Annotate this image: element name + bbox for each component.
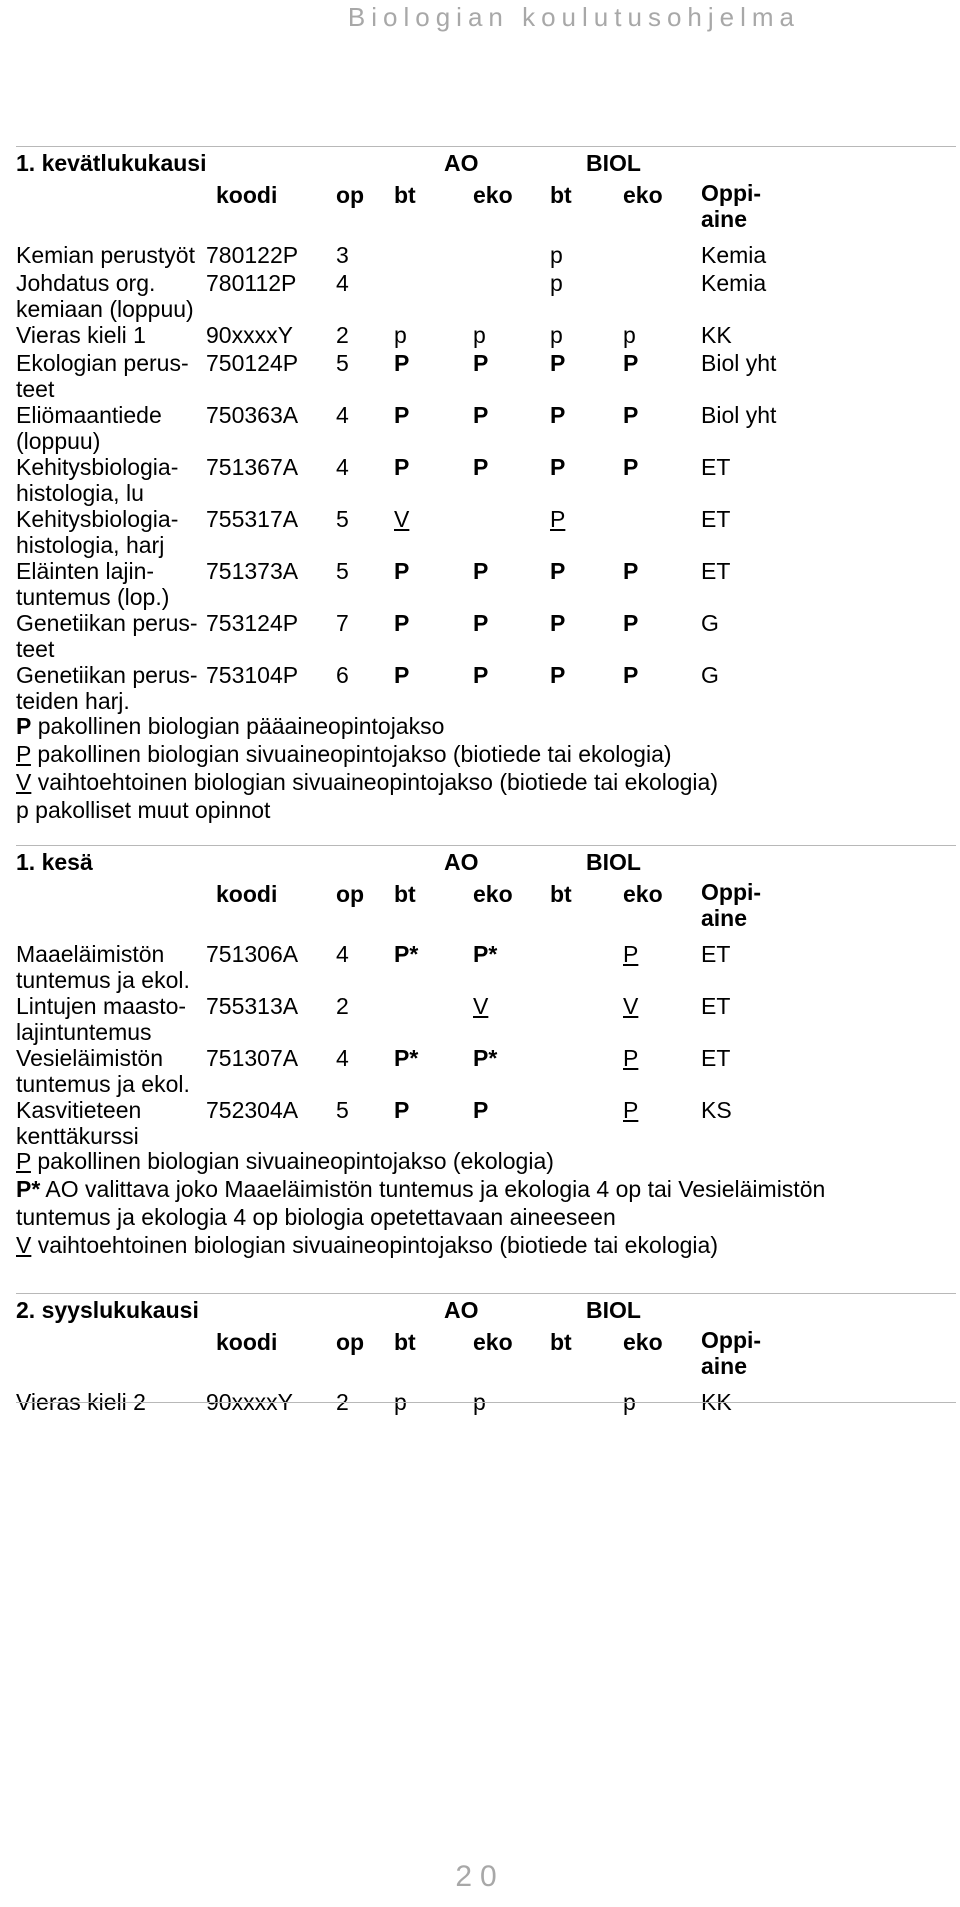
legend-text: pakollinen biologian sivuaineopintojakso (biotiede tai ekologia) bbox=[30, 741, 672, 767]
cell-code: 751367A bbox=[206, 454, 299, 480]
cell-subject: KS bbox=[701, 1097, 732, 1123]
cell-subject: Biol yht bbox=[701, 350, 777, 376]
cell-ao-bt: P bbox=[394, 1097, 410, 1123]
cell-ao-eko: V bbox=[473, 993, 489, 1019]
course-name: Eliömaantiede (loppuu) bbox=[16, 402, 162, 454]
column-header-eko: eko bbox=[473, 182, 513, 208]
cell-subject: G bbox=[701, 662, 719, 688]
header-title: Biologian koulutusohjelma bbox=[347, 2, 800, 32]
cell-ao-eko: p bbox=[473, 322, 486, 348]
cell-biol-bt: p bbox=[550, 242, 563, 268]
cell-ao-eko: P bbox=[473, 402, 489, 428]
cell-ao-eko: P* bbox=[473, 1045, 498, 1071]
course-name: Lintujen maasto-lajintuntemus bbox=[16, 993, 187, 1045]
section-title-row bbox=[16, 1295, 956, 1325]
cell-subject: G bbox=[701, 610, 719, 636]
cell-subject: Kemia bbox=[701, 242, 767, 268]
cell-biol-bt: P bbox=[550, 662, 566, 688]
column-header-eko: eko bbox=[623, 1329, 663, 1355]
cell-biol-bt: P bbox=[550, 610, 566, 636]
cell-ao-bt: P bbox=[394, 350, 410, 376]
column-header-bt: bt bbox=[550, 1329, 572, 1355]
legend-item bbox=[16, 1175, 956, 1203]
cell-op: 2 bbox=[336, 322, 349, 348]
ao-header: AO bbox=[444, 150, 479, 176]
table-row bbox=[16, 662, 956, 714]
column-header-koodi: koodi bbox=[216, 881, 278, 907]
cell-ao-bt: P bbox=[394, 662, 410, 688]
ao-header: AO bbox=[444, 849, 479, 875]
cell-biol-eko: P bbox=[623, 350, 639, 376]
cell-biol-eko: P bbox=[623, 610, 639, 636]
cell-subject: ET bbox=[701, 1045, 731, 1071]
cell-ao-eko: P* bbox=[473, 941, 498, 967]
ao-header: AO bbox=[444, 1297, 479, 1323]
column-header-row bbox=[16, 180, 956, 240]
course-name: Genetiikan perus-teet bbox=[16, 610, 198, 662]
legend-mark: V bbox=[16, 769, 32, 795]
table-row bbox=[16, 270, 956, 322]
rule bbox=[16, 146, 956, 147]
legend-text: vaihtoehtoinen biologian sivuaineopintojakso (biotiede tai ekologia) bbox=[31, 1232, 718, 1258]
cell-biol-eko: p bbox=[623, 322, 636, 348]
section-title: 2. syyslukukausi bbox=[16, 1297, 199, 1323]
legend-item bbox=[16, 768, 956, 796]
table-row bbox=[16, 454, 956, 506]
legend-mark: V bbox=[16, 1232, 32, 1258]
legend-text: vaihtoehtoinen biologian sivuaineopintojakso (biotiede tai ekologia) bbox=[31, 769, 718, 795]
cell-op: 5 bbox=[336, 350, 349, 376]
course-name: Johdatus org. kemiaan (loppuu) bbox=[16, 270, 194, 322]
cell-biol-bt: P bbox=[550, 454, 566, 480]
cell-subject: Biol yht bbox=[701, 402, 777, 428]
cell-subject: KK bbox=[701, 322, 732, 348]
column-header-row bbox=[16, 879, 956, 939]
cell-op: 4 bbox=[336, 454, 349, 480]
course-name: Kasvitieteen kenttäkurssi bbox=[16, 1097, 142, 1149]
cell-biol-eko: P bbox=[623, 662, 639, 688]
legend bbox=[16, 712, 956, 824]
cell-op: 2 bbox=[336, 1389, 349, 1415]
cell-ao-eko: P bbox=[473, 1097, 489, 1123]
table-row bbox=[16, 350, 956, 402]
section-title-row bbox=[16, 148, 956, 178]
biol-header: BIOL bbox=[586, 1297, 641, 1323]
legend-mark: P bbox=[16, 713, 32, 739]
cell-biol-bt: p bbox=[550, 270, 563, 296]
legend-item bbox=[16, 740, 956, 768]
cell-biol-eko: P bbox=[623, 402, 639, 428]
column-header-oppiaine: Oppi- aine bbox=[701, 180, 762, 232]
cell-code: 750124P bbox=[206, 350, 299, 376]
cell-code: 753104P bbox=[206, 662, 299, 688]
column-header-op: op bbox=[336, 881, 365, 907]
cell-code: 755317A bbox=[206, 506, 299, 532]
cell-biol-bt: P bbox=[550, 350, 566, 376]
cell-op: 7 bbox=[336, 610, 349, 636]
cell-biol-eko: P bbox=[623, 558, 639, 584]
column-header-op: op bbox=[336, 1329, 365, 1355]
legend bbox=[16, 1147, 956, 1259]
cell-ao-bt: P* bbox=[394, 1045, 419, 1071]
cell-biol-eko: P bbox=[623, 1097, 639, 1123]
course-name: Vieras kieli 2 bbox=[16, 1389, 146, 1415]
biol-header: BIOL bbox=[586, 849, 641, 875]
course-name: Kemian perustyöt bbox=[16, 242, 195, 268]
cell-code: 752304A bbox=[206, 1097, 299, 1123]
cell-biol-eko: P bbox=[623, 1045, 639, 1071]
cell-ao-bt: P bbox=[394, 610, 410, 636]
cell-code: 751306A bbox=[206, 941, 299, 967]
section-title-row bbox=[16, 847, 956, 877]
column-header-bt: bt bbox=[394, 182, 416, 208]
legend-text: AO valittava joko Maaeläimistön tuntemus ja ekologia 4 op tai Vesieläimistön bbox=[40, 1176, 826, 1202]
table-row bbox=[16, 242, 956, 270]
column-header-eko: eko bbox=[473, 1329, 513, 1355]
course-name: Kehitysbiologia-histologia, lu bbox=[16, 454, 179, 506]
cell-code: 750363A bbox=[206, 402, 299, 428]
legend-mark: P* bbox=[16, 1176, 41, 1202]
column-header-koodi: koodi bbox=[216, 182, 278, 208]
cell-ao-bt: p bbox=[394, 322, 407, 348]
cell-ao-eko: p bbox=[473, 1389, 486, 1415]
table-row bbox=[16, 941, 956, 993]
column-header-bt: bt bbox=[394, 881, 416, 907]
cell-op: 4 bbox=[336, 1045, 349, 1071]
cell-ao-bt: p bbox=[394, 1389, 407, 1415]
page-number: 20 bbox=[455, 1860, 505, 1893]
table-row bbox=[16, 1045, 956, 1097]
table-row bbox=[16, 1097, 956, 1149]
legend-text: tuntemus ja ekologia 4 op biologia opetettavaan aineeseen bbox=[16, 1204, 616, 1230]
column-header-bt: bt bbox=[550, 182, 572, 208]
section-title: 1. kesä bbox=[16, 849, 93, 875]
table-row bbox=[16, 506, 956, 558]
column-header-eko: eko bbox=[623, 881, 663, 907]
cell-biol-eko: p bbox=[623, 1389, 636, 1415]
course-name: Vieras kieli 1 bbox=[16, 322, 146, 348]
cell-biol-eko: V bbox=[623, 993, 639, 1019]
cell-biol-bt: p bbox=[550, 322, 563, 348]
column-header-koodi: koodi bbox=[216, 1329, 278, 1355]
course-name: Maaeläimistön tuntemus ja ekol. bbox=[16, 941, 190, 993]
cell-op: 5 bbox=[336, 1097, 349, 1123]
cell-op: 4 bbox=[336, 270, 349, 296]
legend-mark: p bbox=[16, 797, 29, 823]
cell-subject: ET bbox=[701, 941, 731, 967]
cell-ao-bt: P bbox=[394, 454, 410, 480]
course-name: Ekologian perus-teet bbox=[16, 350, 189, 402]
table-row bbox=[16, 322, 956, 350]
cell-subject: ET bbox=[701, 993, 731, 1019]
course-name: Vesieläimistön tuntemus ja ekol. bbox=[16, 1045, 190, 1097]
cell-subject: KK bbox=[701, 1389, 732, 1415]
cell-biol-eko: P bbox=[623, 941, 639, 967]
course-name: Kehitysbiologia-histologia, harj bbox=[16, 506, 179, 558]
cell-biol-bt: P bbox=[550, 402, 566, 428]
section-title: 1. kevätlukukausi bbox=[16, 150, 207, 176]
cell-op: 6 bbox=[336, 662, 349, 688]
cell-ao-bt: V bbox=[394, 506, 410, 532]
table-row bbox=[16, 558, 956, 610]
course-name: Genetiikan perus-teiden harj. bbox=[16, 662, 198, 714]
cell-code: 780122P bbox=[206, 242, 299, 268]
legend-item bbox=[16, 1231, 956, 1259]
cell-ao-bt: P* bbox=[394, 941, 419, 967]
cell-ao-eko: P bbox=[473, 454, 489, 480]
biol-header: BIOL bbox=[586, 150, 641, 176]
cell-subject: ET bbox=[701, 506, 731, 532]
table-row bbox=[16, 1389, 956, 1417]
column-header-row bbox=[16, 1327, 956, 1387]
cell-ao-bt: P bbox=[394, 402, 410, 428]
table-row bbox=[16, 993, 956, 1045]
column-header-bt: bt bbox=[550, 881, 572, 907]
cell-ao-bt: P bbox=[394, 558, 410, 584]
cell-ao-eko: P bbox=[473, 558, 489, 584]
legend-mark: P bbox=[16, 1148, 31, 1174]
legend-text: pakolliset muut opinnot bbox=[28, 797, 271, 823]
table-row bbox=[16, 610, 956, 662]
cell-subject: ET bbox=[701, 558, 731, 584]
column-header-eko: eko bbox=[473, 881, 513, 907]
column-header-oppiaine: Oppi- aine bbox=[701, 879, 762, 931]
cell-op: 2 bbox=[336, 993, 349, 1019]
column-header-oppiaine: Oppi- aine bbox=[701, 1327, 762, 1379]
cell-biol-eko: P bbox=[623, 454, 639, 480]
document-header bbox=[0, 2, 960, 38]
course-name: Eläinten lajin-tuntemus (lop.) bbox=[16, 558, 170, 610]
legend-item bbox=[16, 1147, 956, 1175]
cell-subject: Kemia bbox=[701, 270, 767, 296]
cell-op: 5 bbox=[336, 506, 349, 532]
legend-item bbox=[16, 1203, 956, 1231]
legend-mark: P bbox=[16, 741, 31, 767]
cell-code: 753124P bbox=[206, 610, 299, 636]
cell-op: 5 bbox=[336, 558, 349, 584]
column-header-eko: eko bbox=[623, 182, 663, 208]
cell-subject: ET bbox=[701, 454, 731, 480]
cell-code: 90xxxxY bbox=[206, 1389, 293, 1415]
rule bbox=[16, 845, 956, 846]
cell-code: 755313A bbox=[206, 993, 299, 1019]
cell-ao-eko: P bbox=[473, 610, 489, 636]
legend-item bbox=[16, 796, 956, 824]
cell-biol-bt: P bbox=[550, 506, 566, 532]
cell-code: 751307A bbox=[206, 1045, 299, 1071]
cell-op: 3 bbox=[336, 242, 349, 268]
cell-ao-eko: P bbox=[473, 662, 489, 688]
table-row bbox=[16, 402, 956, 454]
cell-biol-bt: P bbox=[550, 558, 566, 584]
cell-op: 4 bbox=[336, 941, 349, 967]
cell-op: 4 bbox=[336, 402, 349, 428]
cell-code: 90xxxxY bbox=[206, 322, 293, 348]
column-header-op: op bbox=[336, 182, 365, 208]
cell-code: 780112P bbox=[206, 270, 297, 296]
legend-item bbox=[16, 712, 956, 740]
rule bbox=[16, 1402, 956, 1403]
column-header-bt: bt bbox=[394, 1329, 416, 1355]
cell-ao-eko: P bbox=[473, 350, 489, 376]
legend-text: pakollinen biologian pääaineopintojakso bbox=[31, 713, 445, 739]
rule bbox=[16, 1293, 956, 1294]
legend-text: pakollinen biologian sivuaineopintojakso (ekologia) bbox=[30, 1148, 554, 1174]
cell-code: 751373A bbox=[206, 558, 299, 584]
